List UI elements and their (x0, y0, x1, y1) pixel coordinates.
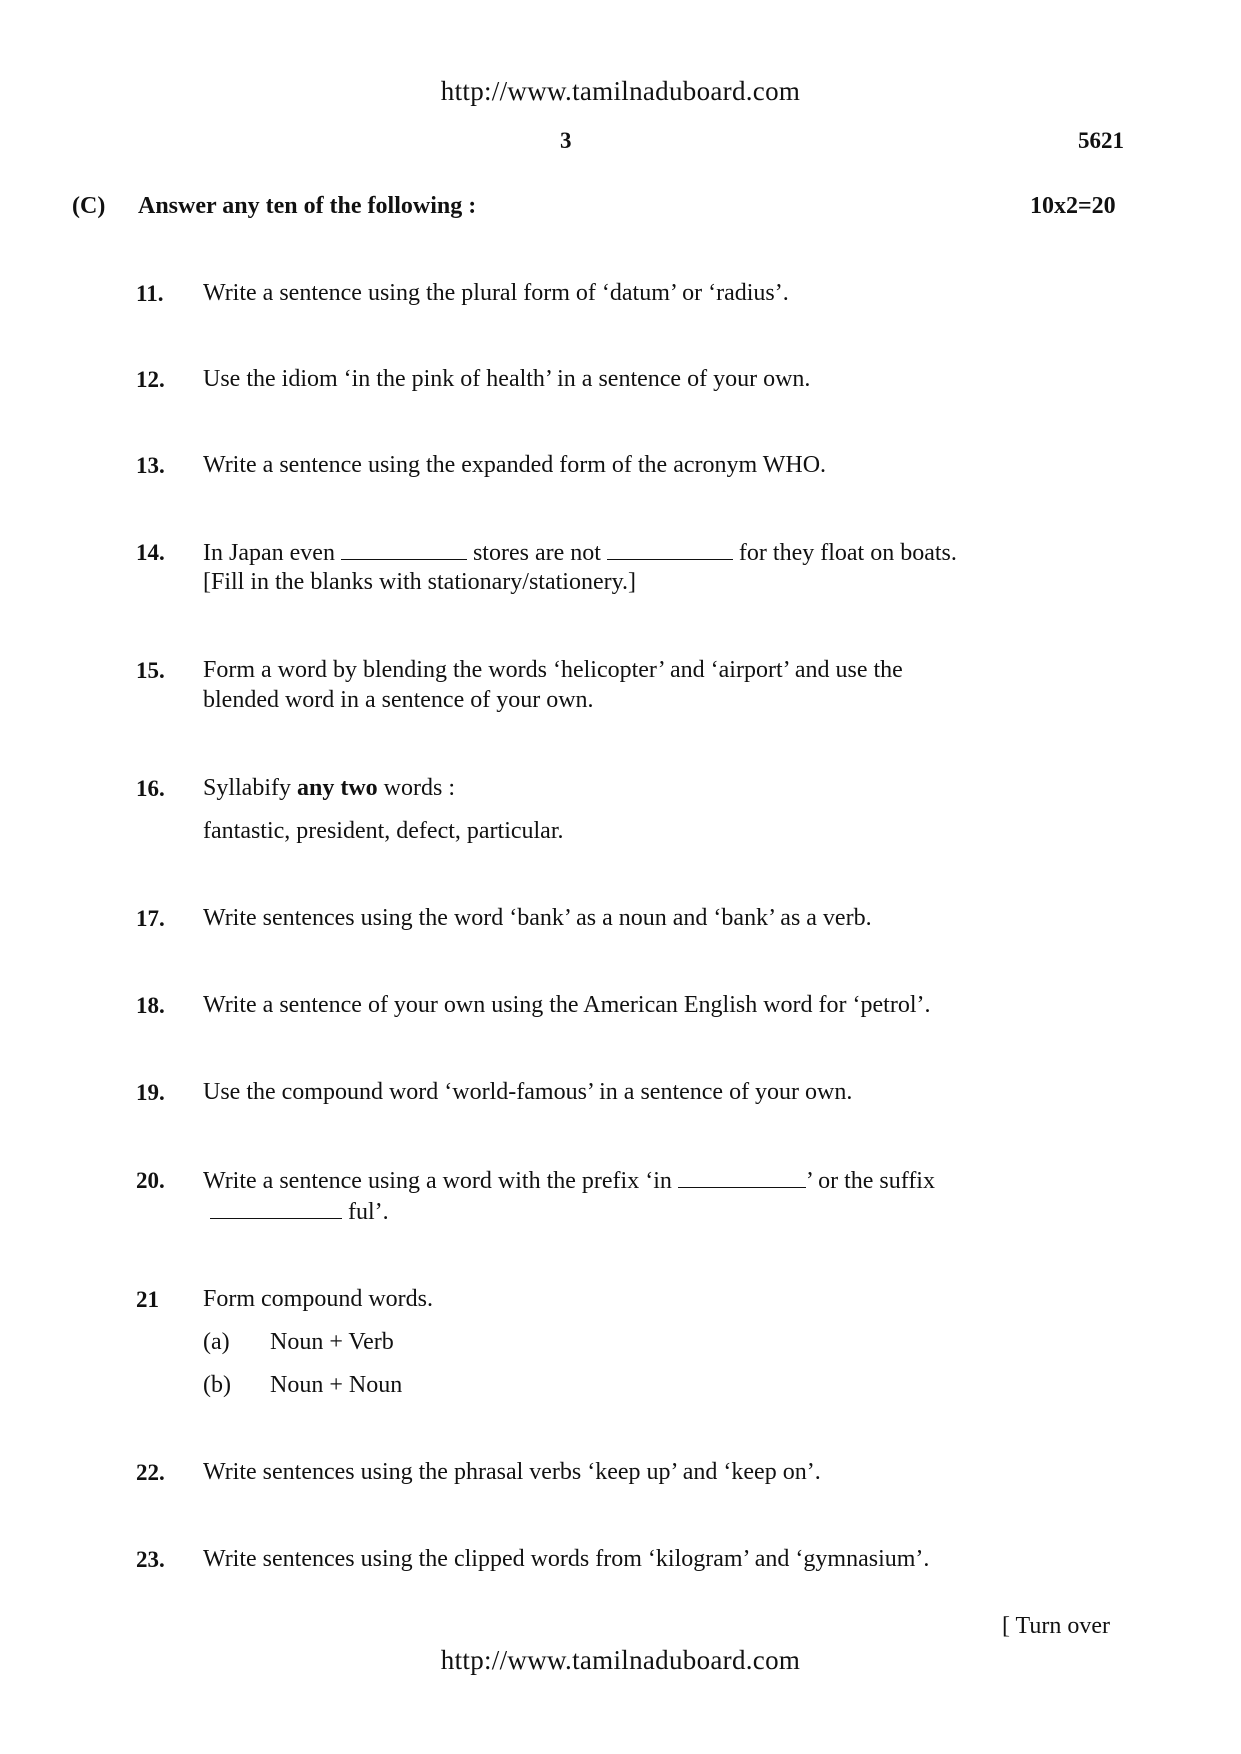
footer-url: http://www.tamilnaduboard.com (440, 1645, 801, 1675)
question-text: ful’. (348, 1199, 389, 1225)
question-number: 19. (136, 1080, 165, 1105)
sub-item-label: (b) (203, 1372, 231, 1398)
header-url: http://www.tamilnaduboard.com (440, 76, 801, 106)
fill-blank (210, 1198, 342, 1219)
question-text: [Fill in the blanks with stationary/stationery.] (203, 569, 637, 595)
question-number: 18. (136, 993, 165, 1018)
question-text: Write sentences using the clipped words from ‘kilogram’ and ‘gymnasium’. (203, 1546, 930, 1572)
question-number: 22. (136, 1460, 165, 1485)
question-number: 21 (136, 1287, 159, 1312)
paper-code: 5621 (1078, 128, 1124, 153)
fill-blank (607, 539, 733, 560)
sub-item-text: Noun + Noun (270, 1372, 403, 1398)
question-text: Form a word by blending the words ‘helicopter’ and ‘airport’ and use the (203, 657, 903, 683)
turn-over-note: [ Turn over (1002, 1613, 1111, 1639)
question-line (210, 1198, 389, 1226)
question-number: 13. (136, 453, 165, 478)
sub-item-label: (a) (203, 1329, 230, 1355)
section-label: (C) (72, 193, 106, 219)
page-number: 3 (560, 128, 572, 153)
question-line (203, 775, 455, 802)
question-text: Syllabify (203, 775, 291, 801)
question-text: blended word in a sentence of your own. (203, 687, 594, 713)
question-number: 12. (136, 367, 165, 392)
question-text: Write a sentence using the expanded form of the acronym WHO. (203, 452, 827, 478)
question-text: Use the idiom ‘in the pink of health’ in a sentence of your own. (203, 366, 811, 392)
question-text: Use the compound word ‘world-famous’ in a sentence of your own. (203, 1079, 853, 1105)
sub-item-text: Noun + Verb (270, 1329, 394, 1355)
question-number: 17. (136, 906, 165, 931)
question-text: Write sentences using the word ‘bank’ as a noun and ‘bank’ as a verb. (203, 905, 872, 931)
question-emphasis: any two (297, 775, 378, 801)
question-text: words : (383, 775, 456, 801)
section-instruction: Answer any ten of the following : (138, 193, 477, 219)
fill-blank (341, 539, 467, 560)
question-text: Write a sentence using a word with the prefix ‘in (203, 1168, 672, 1194)
question-line (203, 1167, 935, 1195)
question-text: stores are not (472, 540, 601, 566)
question-text: ’ or the suffix (805, 1168, 935, 1194)
question-number: 11. (136, 281, 164, 306)
question-number: 14. (136, 540, 165, 565)
question-text: In Japan even (203, 540, 335, 566)
question-number: 23. (136, 1547, 165, 1572)
question-number: 15. (136, 658, 165, 683)
question-text: Form compound words. (203, 1286, 433, 1312)
question-line (203, 539, 957, 567)
fill-blank (678, 1167, 806, 1188)
question-text: Write sentences using the phrasal verbs ‘keep up’ and ‘keep on’. (203, 1459, 821, 1485)
question-number: 20. (136, 1168, 165, 1193)
question-number: 16. (136, 776, 165, 801)
question-text: fantastic, president, defect, particular. (203, 818, 564, 844)
section-marks: 10x2=20 (1030, 193, 1116, 219)
question-text: for they float on boats. (738, 540, 957, 566)
question-text: Write a sentence using the plural form of ‘datum’ or ‘radius’. (203, 280, 789, 306)
question-text: Write a sentence of your own using the American English word for ‘petrol’. (203, 992, 931, 1018)
